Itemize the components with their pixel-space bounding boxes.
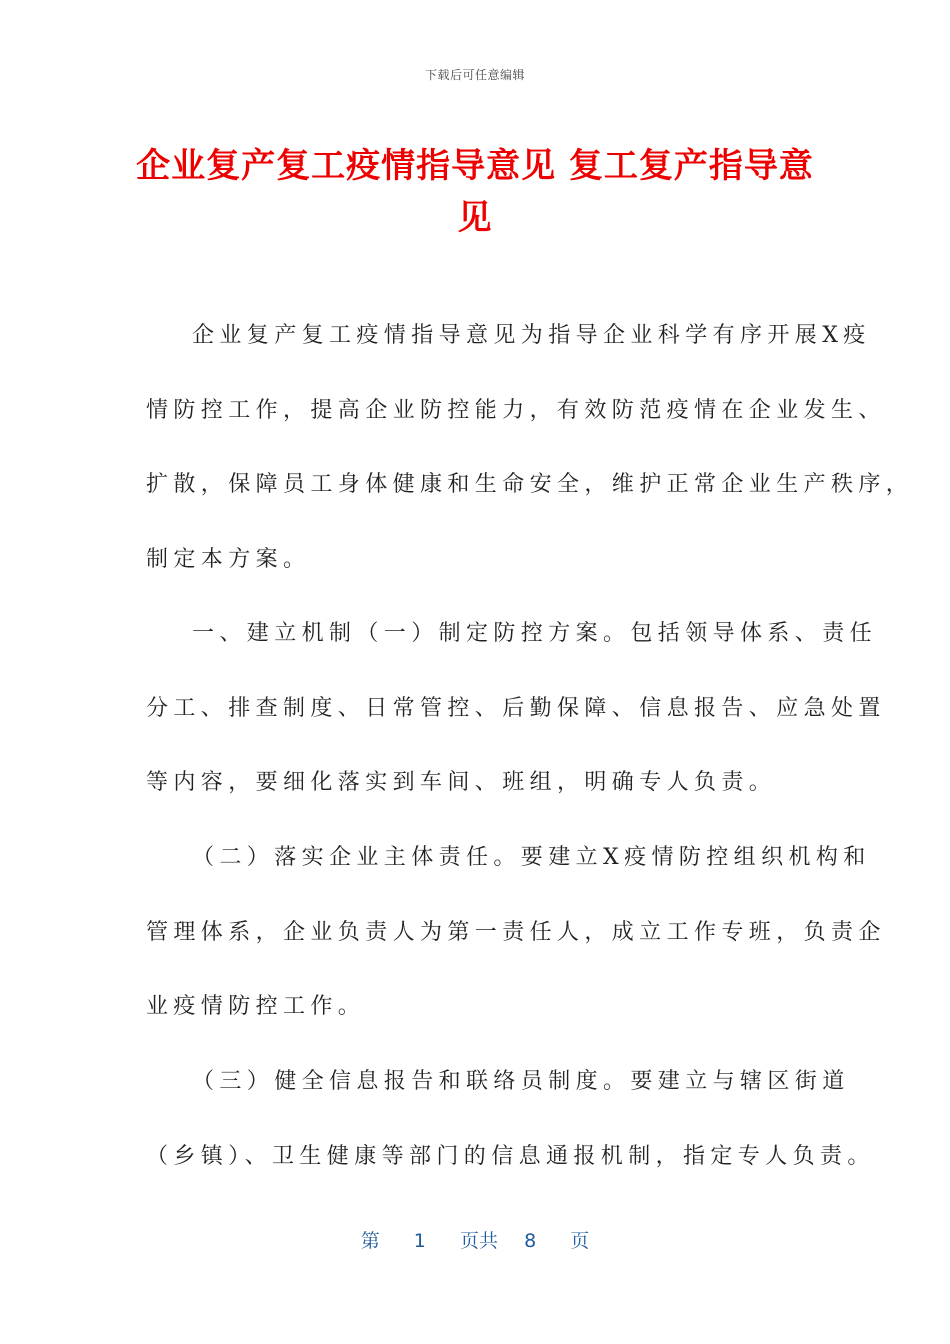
paragraph-line: （三）健全信息报告和联络员制度。要建立与辖区街道: [192, 1069, 850, 1094]
paragraph-line: 等内容，要细化落实到车间、班组，明确专人负责。: [146, 770, 777, 795]
footer-current-page: 1: [413, 1230, 426, 1252]
footer-label-end: 页: [570, 1230, 590, 1252]
footer-label-total: 页共: [459, 1230, 498, 1252]
paragraph-line: 分工、排查制度、日常管控、后勤保障、信息报告、应急处置: [146, 695, 886, 721]
paragraph-section-2: [146, 840, 886, 1064]
paragraph-line: （二）落实企业主体责任。要建立X疫情防控组织机构和: [192, 845, 871, 870]
page-footer: [0, 1226, 950, 1253]
footer-total-pages: 8: [524, 1230, 537, 1252]
paragraph-line: 扩散，保障员工身体健康和生命安全，维护正常企业生产秩序，: [146, 472, 914, 497]
paragraph-line: 情防控工作，提高企业防控能力，有效防范疫情在企业发生、: [146, 397, 886, 423]
paragraph-line: 一、建立机制（一）制定防控方案。包括领导体系、责任: [192, 621, 878, 646]
paragraph-section-3: [146, 1064, 875, 1213]
paragraph-intro: [146, 318, 913, 616]
paragraph-line: 制定本方案。: [146, 546, 311, 572]
header-note: 下载后可任意编辑: [424, 68, 525, 82]
footer-label-page: 第: [360, 1230, 380, 1252]
paragraph-line: 业疫情防控工作。: [146, 994, 366, 1019]
title-line-1: 企业复产复工疫情指导意见 复工复产指导意: [136, 146, 814, 186]
document-title: [120, 140, 830, 244]
paragraph-line: 企业复产复工疫情指导意见为指导企业科学有序开展X疫: [192, 323, 871, 348]
title-line-2: 见: [457, 198, 493, 238]
paragraph-line: （乡镇）、卫生健康等部门的信息通报机制，指定专人负责。: [146, 1143, 875, 1169]
paragraph-section-1: [146, 616, 886, 840]
paragraph-line: 管理体系，企业负责人为第一责任人，成立工作专班，负责企: [146, 919, 886, 945]
